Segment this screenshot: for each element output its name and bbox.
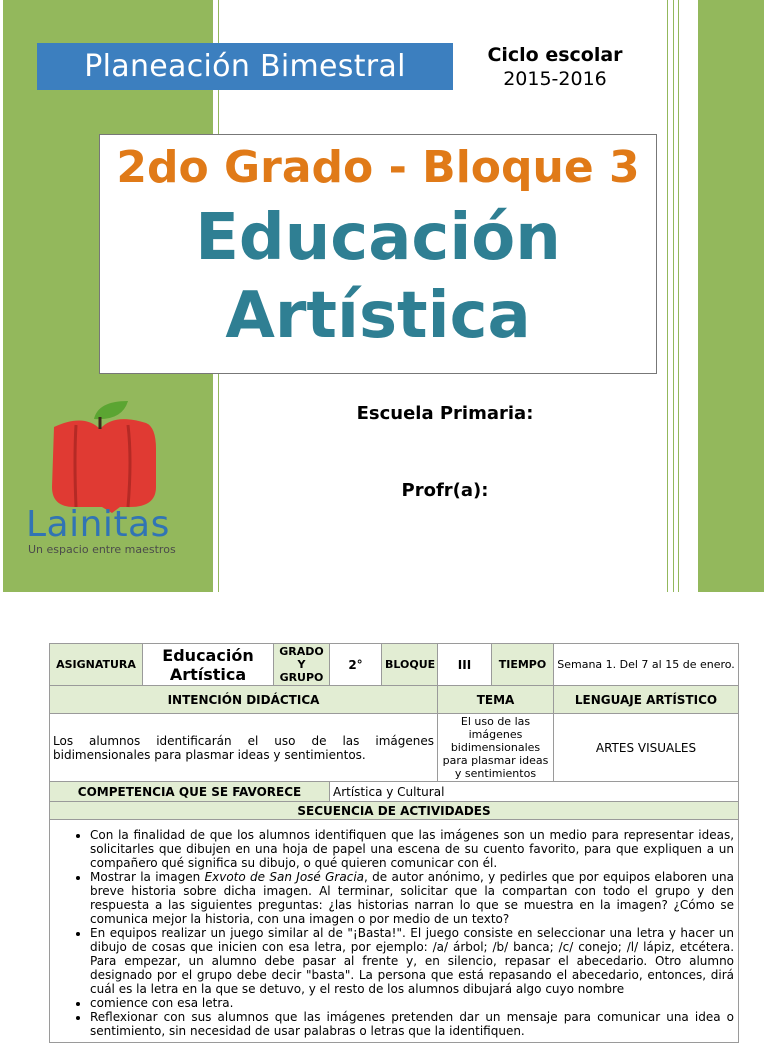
list-item: • comience con esa letra.: [90, 996, 734, 1010]
time-value-cell: Semana 1. Del 7 al 15 de enero.: [554, 644, 739, 686]
school-year-value: 2015-2016: [503, 68, 607, 90]
language-text-cell: ARTES VISUALES: [554, 714, 739, 782]
school-year-label: Ciclo escolar: [487, 44, 623, 66]
competence-label-cell: COMPETENCIA QUE SE FAVORECE: [50, 782, 330, 802]
activity-text: Mostrar la imagen: [90, 870, 205, 884]
activity-text: , de autor anónimo, y pedirles que por equipos elaboren una breve historia sobre dicha imagen. Al terminar, solicitar que la compartan con todo el grupo y den respuesta a las siguientes preguntas: ¿las historias narran lo que se muestra en la imagen? ¿Cómo se comunica mejor la historia, con una imagen o por medio de un texto?: [90, 870, 735, 926]
subject-value-cell: Educación Artística: [143, 644, 274, 686]
school-year: [470, 43, 640, 91]
theme-text-cell: El uso de las imágenes bidimensionales para plasmar ideas y sentimientos: [438, 714, 554, 782]
grade-heading: 2do Grado - Bloque 3: [116, 142, 640, 193]
grade-label-cell: GRADO Y GRUPO: [274, 644, 330, 686]
subject-label-cell: ASIGNATURA: [50, 644, 143, 686]
list-item: [90, 870, 734, 926]
grade-box: [99, 134, 657, 374]
grade-value-cell: 2°: [330, 644, 382, 686]
teacher-label: Profr(a):: [401, 480, 489, 501]
table-row: [50, 686, 739, 714]
list-item: • Reflexionar con sus alumnos que las imágenes pretenden dar un mensaje para comunicar una idea o sentimiento, sin necesidad de usar palabras o letras que la identifiquen.: [90, 1010, 734, 1038]
divider-line: [673, 0, 674, 592]
theme-label-cell: TEMA: [438, 686, 554, 714]
divider-line: [667, 0, 668, 592]
school-label: Escuela Primaria:: [356, 403, 534, 424]
artwork-title: Exvoto de San José Gracia: [204, 870, 365, 884]
planning-table: [49, 643, 739, 1043]
time-label-cell: TIEMPO: [492, 644, 554, 686]
logo-tagline: Un espacio entre maestros: [28, 543, 176, 556]
right-green-band: [698, 0, 764, 592]
competence-value-cell: Artística y Cultural: [330, 782, 739, 802]
logo-wordmark: Lainitas: [26, 504, 170, 545]
table-row: [50, 782, 739, 802]
subject-heading: Educación Artística: [195, 201, 561, 353]
activities-cell: [50, 820, 739, 1043]
list-item: • Con la finalidad de que los alumnos identifiquen que las imágenes son un medio para representar ideas, solicitarles que dibujen en una hoja de papel una escena de su cuento favorito, para que expliquen a un compañero qué significa su dibujo, o qué quieren comunicar con él.: [90, 828, 734, 870]
table-row: [50, 802, 739, 820]
block-value-cell: III: [438, 644, 492, 686]
table-row: [50, 714, 739, 782]
intention-text-cell: Los alumnos identificarán el uso de las imágenes bidimensionales para plasmar ideas y sentimientos.: [50, 714, 438, 782]
intention-label-cell: INTENCIÓN DIDÁCTICA: [50, 686, 438, 714]
table-row: [50, 820, 739, 1043]
divider-line: [678, 0, 679, 592]
block-label-cell: BLOQUE: [382, 644, 438, 686]
language-label-cell: LENGUAJE ARTÍSTICO: [554, 686, 739, 714]
list-item: • En equipos realizar un juego similar al de "¡Basta!". El juego consiste en seleccionar una letra y hacer un dibujo de cosas que inicien con esa letra, por ejemplo: /a/ árbol; /b/ banca; /c/ conejo; /l/ lápiz, etcétera. Para empezar, un alumno debe pasar al frente y, en silencio, repasar el abecedario. Otro alumno designado por el grupo debe decir "basta". La persona que está repasando el abecedario, entonces, dirá cuál es la letra en la que se detuvo, y el resto de los alumnos dibujará algo cuyo nombre: [90, 926, 734, 996]
activities-list: [56, 828, 734, 1038]
table-row: [50, 644, 739, 686]
cover-title: Planeación Bimestral: [37, 43, 453, 90]
sequence-label-cell: SECUENCIA DE ACTIVIDADES: [50, 802, 739, 820]
